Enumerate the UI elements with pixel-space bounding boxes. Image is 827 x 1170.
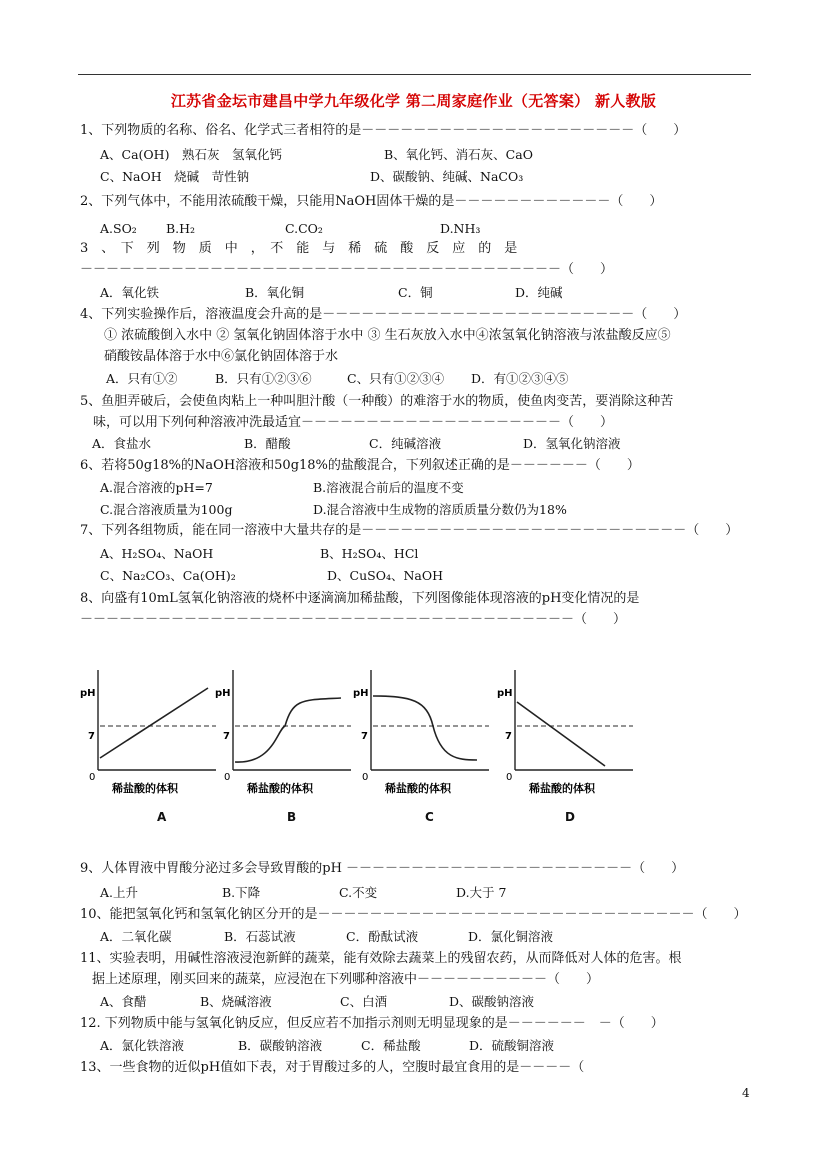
question-2-stem: 2、下列气体中，不能用浓硫酸干燥，只能用NaOH固体干燥的是－－－－－－－－－－－－（ ）	[80, 194, 663, 209]
chart-b-origin-label: 0	[224, 772, 231, 783]
chart-a-y-label: pH	[80, 688, 96, 699]
chart-a-ref-label: 7	[88, 731, 95, 742]
chart-d-origin-label: 0	[506, 772, 513, 783]
chart-d-x-label: 稀盐酸的体积	[529, 782, 595, 795]
chart-d-y-label: pH	[497, 688, 513, 699]
q11-option-b: B、烧碱溶液	[200, 994, 272, 1009]
q4-option-a: A．只有①②	[106, 371, 178, 386]
q4-detail: ① 浓硫酸倒入水中 ② 氢氧化钠固体溶于水中 ③ 生石灰放入水中④浓氢氧化钠溶液与浓盐酸反应⑤	[104, 328, 671, 343]
q4-option-c: C、只有①②③④	[347, 371, 445, 386]
q7-option-a: A、H₂SO₄、NaOH	[100, 546, 214, 561]
question-5-stem: 5、鱼胆弄破后，会使鱼肉粘上一种叫胆汁酸（一种酸）的难溶于水的物质，使鱼肉变苦，要消除这种苦	[80, 394, 674, 409]
q6-option-a: A.混合溶液的pH=7	[100, 480, 213, 495]
q11-option-a: A、食醋	[100, 994, 147, 1009]
q7-option-b: B、H₂SO₄、HCl	[320, 546, 419, 561]
question-7-stem: 7、下列各组物质，能在同一溶液中大量共存的是－－－－－－－－－－－－－－－－－－－－－－－－－（ ）	[80, 523, 739, 538]
chart-b-y-label: pH	[215, 688, 231, 699]
question-8-stem-cont: －－－－－－－－－－－－－－－－－－－－－－－－－－－－－－－－－－－－－－（ ）	[80, 612, 627, 627]
q12-option-d: D．硫酸铜溶液	[469, 1038, 555, 1053]
question-11-stem: 11、实验表明，用碱性溶液浸泡新鲜的蔬菜，能有效除去蔬菜上的残留农药，从而降低对人体的危害。根	[80, 951, 682, 966]
q7-option-c: C、Na₂CO₃、Ca(OH)₂	[100, 568, 236, 583]
q9-option-a: A.上升	[100, 885, 139, 900]
q9-option-d: D.大于 7	[456, 885, 507, 900]
chart-a-ph-curve	[100, 688, 208, 758]
q3-option-d: D．纯碱	[515, 285, 563, 300]
page-number: 4	[742, 1086, 750, 1100]
q11-option-d: D、碳酸钠溶液	[449, 994, 535, 1009]
q5-option-b: B．醋酸	[244, 436, 291, 451]
chart-b-ph-curve	[235, 698, 341, 762]
q2-option-b: B.H₂	[166, 221, 196, 236]
q1-option-c: C、NaOH 烧碱 苛性钠	[100, 169, 250, 184]
q10-option-a: A．二氧化碳	[100, 929, 172, 944]
question-13-stem: 13、一些食物的近似pH值如下表，对于胃酸过多的人，空腹时最宜食用的是－－－－（	[80, 1060, 611, 1075]
q12-option-b: B．碳酸钠溶液	[238, 1038, 323, 1053]
ph-charts-svg	[80, 662, 648, 795]
question-1-stem: 1、下列物质的名称、俗名、化学式三者相符的是－－－－－－－－－－－－－－－－－－－－－（ ）	[80, 123, 687, 138]
q5-option-a: A．食盐水	[92, 436, 152, 451]
q9-option-c: C.不变	[339, 885, 378, 900]
chart-b-x-label: 稀盐酸的体积	[247, 782, 313, 795]
q1-option-b: B、氧化钙、消石灰、CaO	[384, 147, 533, 162]
q10-option-d: D．氯化铜溶液	[468, 929, 554, 944]
q5-option-d: D．氢氧化钠溶液	[523, 436, 621, 451]
question-3-stem-cont: －－－－－－－－－－－－－－－－－－－－－－－－－－－－－－－－－－－－－（ ）	[80, 262, 614, 277]
q12-option-c: C．稀盐酸	[361, 1038, 421, 1053]
question-9-stem: 9、人体胃液中胃酸分泌过多会导致胃酸的pH －－－－－－－－－－－－－－－－－－－－－－（ ）	[80, 861, 685, 876]
question-8-stem: 8、向盛有10mL氢氧化钠溶液的烧杯中逐滴滴加稀盐酸，下列图像能体现溶液的pH变化情况的是	[80, 591, 640, 606]
q5-option-c: C．纯碱溶液	[369, 436, 442, 451]
q2-option-a: A.SO₂	[100, 221, 137, 236]
q10-option-c: C．酚酞试液	[346, 929, 419, 944]
chart-c-x-label: 稀盐酸的体积	[385, 782, 451, 795]
q1-option-d: D、碳酸钠、纯碱、NaCO₃	[370, 169, 524, 184]
q4-option-b: B．只有①②③⑥	[215, 371, 312, 386]
chart-a-origin-label: 0	[89, 772, 96, 783]
question-12-stem: 12. 下列物质中能与氢氧化钠反应，但反应若不加指示剂则无明显现象的是－－－－－－ －（ ）	[80, 1016, 664, 1031]
q10-option-b: B．石蕊试液	[224, 929, 296, 944]
chart-c-ref-label: 7	[361, 731, 368, 742]
chart-d-ph-curve	[517, 702, 605, 766]
chart-c-letter: C	[425, 810, 434, 824]
chart-c-y-label: pH	[353, 688, 369, 699]
chart-b-ref-label: 7	[223, 731, 230, 742]
q9-option-b: B.下降	[222, 885, 261, 900]
chart-a-x-label: 稀盐酸的体积	[112, 782, 178, 795]
q6-option-c: C.混合溶液质量为100g	[100, 502, 233, 517]
q4-option-d: D．有①②③④⑤	[471, 371, 569, 386]
chart-c-ph-curve	[373, 696, 477, 760]
question-11-stem-cont: 据上述原理，刚买回来的蔬菜，应浸泡在下列哪种溶液中－－－－－－－－－－（ ）	[92, 972, 600, 987]
q3-option-c: C．铜	[398, 285, 433, 300]
chart-d-ref-label: 7	[505, 731, 512, 742]
q6-option-d: D.混合溶液中生成物的溶质质量分数仍为18%	[313, 502, 567, 517]
ph-charts	[80, 662, 648, 796]
question-6-stem: 6、若将50g18%的NaOH溶液和50g18%的盐酸混合，下列叙述正确的是－－－－－－（ ）	[80, 458, 640, 473]
chart-a-letter: A	[157, 810, 167, 824]
question-3-stem: 3 、 下 列 物 质 中 ， 不 能 与 稀 硫 酸 反 应 的 是	[80, 241, 518, 256]
q4-detail-cont: 硝酸铵晶体溶于水中⑥氯化钠固体溶于水	[104, 349, 339, 364]
question-4-stem: 4、下列实验操作后，溶液温度会升高的是－－－－－－－－－－－－－－－－－－－－－－－－（ ）	[80, 307, 687, 322]
q1-option-a: A、Ca(OH) 熟石灰 氢氧化钙	[100, 147, 282, 162]
q6-option-b: B.溶液混合前后的温度不变	[313, 480, 464, 495]
chart-b-letter: B	[287, 810, 297, 824]
page-title: 江苏省金坛市建昌中学九年级化学 第二周家庭作业（无答案） 新人教版	[170, 92, 657, 110]
q7-option-d: D、CuSO₄、NaOH	[327, 568, 443, 583]
header-rule	[78, 74, 751, 75]
chart-d-letter: D	[565, 810, 575, 824]
question-5-stem-cont: 味，可以用下列何种溶液冲洗最适宜－－－－－－－－－－－－－－－－－－－－（ ）	[93, 415, 614, 430]
q2-option-c: C.CO₂	[285, 221, 323, 236]
q3-option-a: A．氧化铁	[100, 285, 160, 300]
q3-option-b: B．氧化铜	[245, 285, 305, 300]
chart-c-origin-label: 0	[362, 772, 369, 783]
q12-option-a: A．氯化铁溶液	[100, 1038, 185, 1053]
q11-option-c: C、白酒	[340, 994, 388, 1009]
q2-option-d: D.NH₃	[440, 221, 481, 236]
question-10-stem: 10、能把氢氧化钙和氢氧化钠区分开的是－－－－－－－－－－－－－－－－－－－－－－－－－－－－－（ ）	[80, 907, 747, 922]
